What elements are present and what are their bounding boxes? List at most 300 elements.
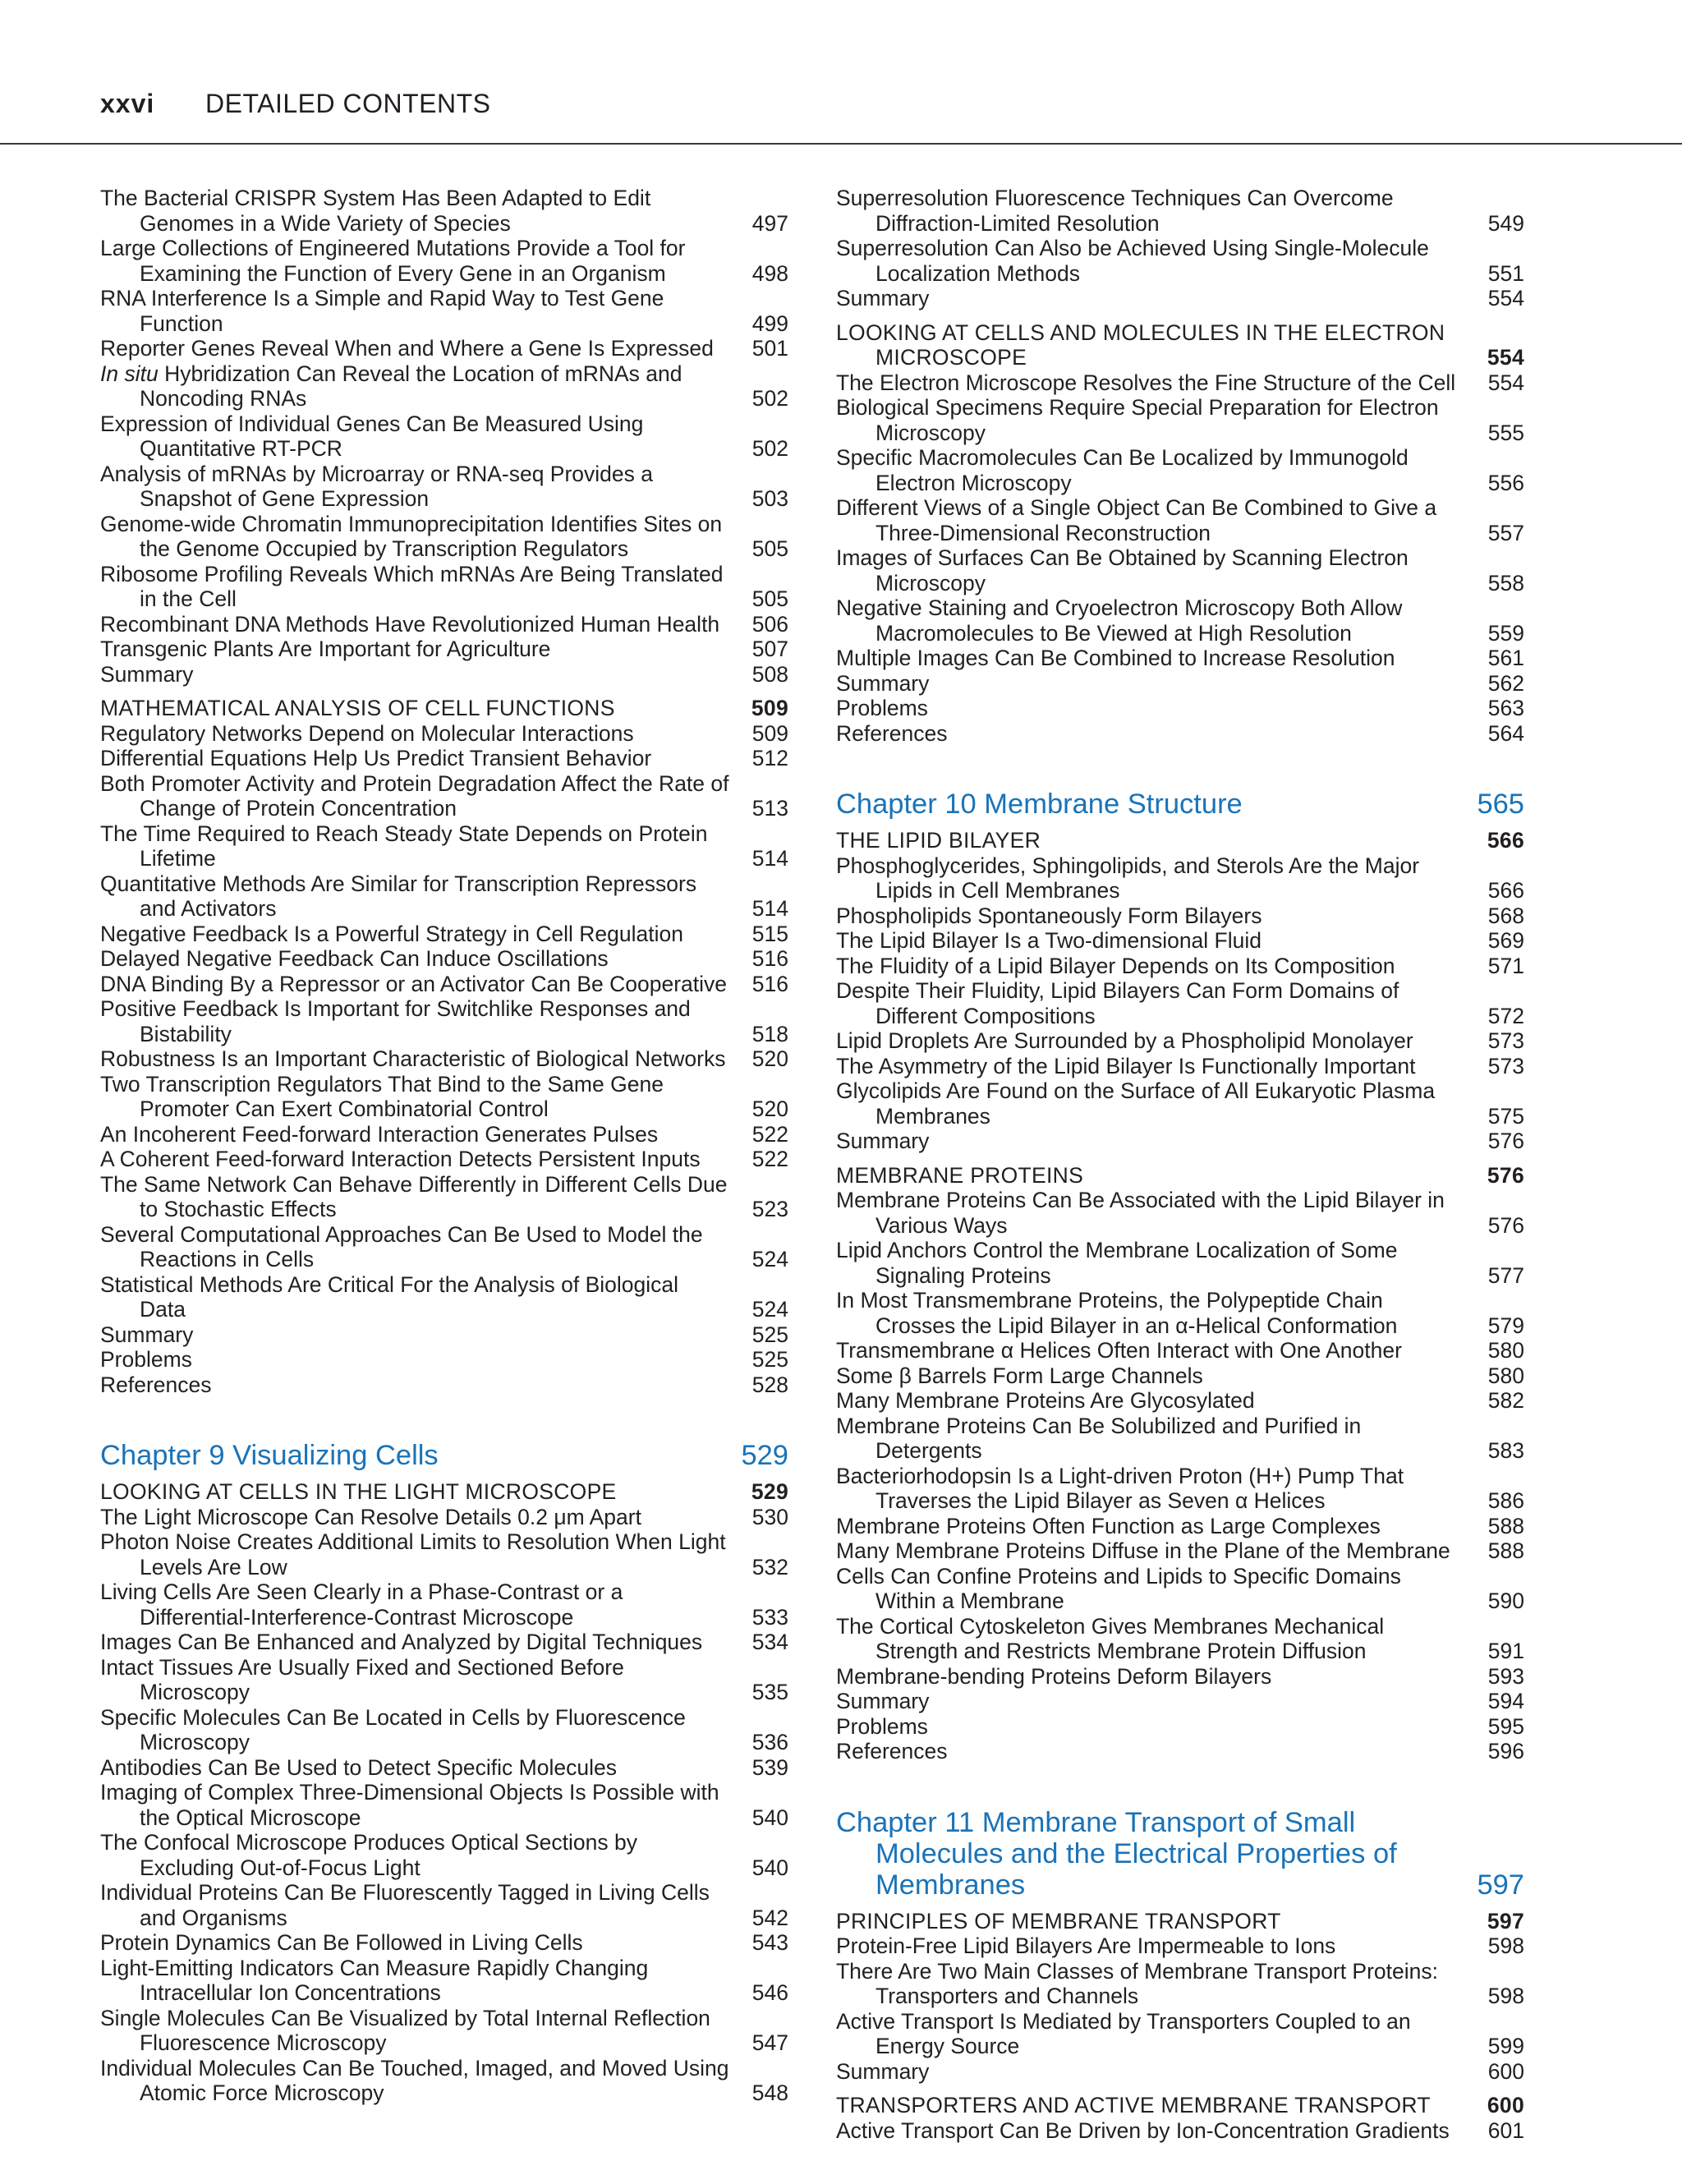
toc-page-number: 508 xyxy=(751,661,788,687)
toc-page-number: 546 xyxy=(751,1980,788,2005)
toc-page-number: 514 xyxy=(751,896,788,921)
toc-entry-title: Problems xyxy=(836,696,928,720)
toc-entry[interactable] xyxy=(836,1933,1524,1959)
toc-entry[interactable] xyxy=(836,696,1524,721)
toc-page-number: 596 xyxy=(1487,1739,1524,1763)
toc-page-number: 590 xyxy=(1487,1589,1524,1613)
toc-entry-title: Lipid Droplets Are Surrounded by a Phospholipid Monolayer xyxy=(836,1028,1413,1053)
toc-entry[interactable] xyxy=(836,1388,1524,1414)
toc-page-number: 554 xyxy=(1487,286,1524,310)
toc-entry[interactable] xyxy=(836,2009,1524,2059)
toc-chapter-heading[interactable] xyxy=(100,1440,788,1471)
running-head: DETAILED CONTENTS xyxy=(205,89,491,118)
toc-entry[interactable] xyxy=(100,721,788,747)
toc-entry[interactable] xyxy=(836,1238,1524,1288)
toc-page-number: 505 xyxy=(751,586,788,611)
toc-entry-title: Membrane Proteins Can Be Solubilized and Purified in Detergents xyxy=(836,1413,1362,1463)
toc-entry-title: The Same Network Can Behave Differently in Different Cells Due to Stochastic Effects xyxy=(100,1171,728,1221)
toc-entry-title: Many Membrane Proteins Are Glycosylated xyxy=(836,1388,1255,1413)
toc-entry[interactable] xyxy=(100,771,788,821)
toc-entry-title: Statistical Methods Are Critical For the Analysis of Biological Data xyxy=(100,1271,679,1322)
toc-entry[interactable] xyxy=(836,1538,1524,1564)
toc-entry[interactable] xyxy=(100,1046,788,1072)
toc-page-number: 563 xyxy=(1487,696,1524,720)
toc-entry-title xyxy=(100,361,729,412)
toc-page-number: 580 xyxy=(1487,1363,1524,1388)
toc-page-number: 502 xyxy=(751,436,788,461)
toc-entry[interactable] xyxy=(100,2056,788,2106)
toc-page-number: 524 xyxy=(751,1297,788,1322)
toc-entry[interactable] xyxy=(100,1272,788,1322)
toc-entry-title: Multiple Images Can Be Combined to Increase Resolution xyxy=(836,646,1395,670)
toc-page-number: 514 xyxy=(751,846,788,871)
toc-entry-title: Summary xyxy=(836,670,930,696)
toc-entry-title: Differential Equations Help Us Predict Transient Behavior xyxy=(100,746,652,770)
toc-page-number: 579 xyxy=(1487,1313,1524,1338)
toc-entry[interactable] xyxy=(100,236,788,286)
toc-page-number: 498 xyxy=(751,260,788,286)
toc-entry[interactable] xyxy=(100,746,788,771)
toc-entry-title: Protein Dynamics Can Be Followed in Living Cells xyxy=(100,1930,583,1955)
toc-entry-title: The Lipid Bilayer Is a Two-dimensional Fluid xyxy=(836,928,1262,953)
toc-entry[interactable] xyxy=(836,1714,1524,1740)
toc-page-number: 576 xyxy=(1487,1162,1524,1188)
toc-entry[interactable] xyxy=(100,412,788,462)
toc-entry[interactable] xyxy=(100,1122,788,1147)
toc-page-number: 532 xyxy=(751,1554,788,1579)
toc-entry[interactable] xyxy=(836,1664,1524,1690)
toc-entry-title: MATHEMATICAL ANALYSIS OF CELL FUNCTIONS xyxy=(100,696,615,720)
toc-entry[interactable] xyxy=(836,1078,1524,1129)
toc-entry[interactable] xyxy=(836,445,1524,495)
toc-entry-title: Reporter Genes Reveal When and Where a Gene Is Expressed xyxy=(100,336,714,361)
toc-entry[interactable] xyxy=(100,1780,788,1830)
toc-entry-title: Some β Barrels Form Large Channels xyxy=(836,1363,1203,1388)
toc-entry-title: Active Transport Is Mediated by Transporters Coupled to an Energy Source xyxy=(836,2008,1411,2058)
toc-entry-title: In Most Transmembrane Proteins, the Polypeptide Chain Crosses the Lipid Bilayer in an α-Helical Conformation xyxy=(836,1288,1398,1338)
toc-entry-title: Different Views of a Single Object Can Be Combined to Give a Three-Dimensional Reconstruction xyxy=(836,495,1437,545)
toc-entry-title: Delayed Negative Feedback Can Induce Oscillations xyxy=(100,946,609,971)
toc-entry-title: The Bacterial CRISPR System Has Been Adapted to Edit Genomes in a Wide Variety of Species xyxy=(100,186,651,236)
toc-entry[interactable] xyxy=(836,1689,1524,1714)
toc-entry-title: Summary xyxy=(836,2058,930,2084)
toc-entry[interactable] xyxy=(100,286,788,336)
toc-page-number: 524 xyxy=(751,1247,788,1271)
toc-page-number: 497 xyxy=(751,210,788,236)
toc-page-number: 558 xyxy=(1487,570,1524,595)
toc-entry-title: An Incoherent Feed-forward Interaction Generates Pulses xyxy=(100,1121,659,1147)
toc-entry-title: The Confocal Microscope Produces Optical Sections by Excluding Out-of-Focus Light xyxy=(100,1830,637,1880)
toc-entry-title: Regulatory Networks Depend on Molecular Interactions xyxy=(100,720,634,746)
toc-page-number: 503 xyxy=(751,486,788,511)
toc-entry[interactable] xyxy=(100,1655,788,1705)
toc-entry-title: Active Transport Can Be Driven by Ion-Concentration Gradients xyxy=(836,2117,1450,2143)
toc-page-number: 562 xyxy=(1487,670,1524,696)
toc-page-number: 539 xyxy=(751,1754,788,1780)
toc-page-number: 588 xyxy=(1487,1513,1524,1538)
toc-entry[interactable] xyxy=(836,903,1524,929)
toc-page-number: 572 xyxy=(1487,1003,1524,1028)
toc-page-number: 598 xyxy=(1487,1933,1524,1958)
toc-entry[interactable] xyxy=(836,1414,1524,1464)
toc-entry[interactable] xyxy=(836,1959,1524,2009)
toc-page-number: 569 xyxy=(1487,928,1524,953)
toc-chapter-heading[interactable] xyxy=(836,1807,1524,1901)
toc-entry[interactable] xyxy=(836,2118,1524,2144)
toc-page-number: 509 xyxy=(751,696,788,720)
toc-entry-title: Analysis of mRNAs by Microarray or RNA-seq Provides a Snapshot of Gene Expression xyxy=(100,461,653,511)
toc-section-heading[interactable] xyxy=(836,828,1524,853)
toc-column-right xyxy=(836,186,1524,2143)
toc-page-number: 529 xyxy=(751,1479,788,1504)
toc-entry[interactable] xyxy=(836,395,1524,445)
toc-entry-title: Light-Emitting Indicators Can Measure Rapidly Changing Intracellular Ion Concentrations xyxy=(100,1955,649,2005)
toc-page-number: 501 xyxy=(751,336,788,361)
toc-page-number: 523 xyxy=(751,1197,788,1221)
toc-entry-title: MEMBRANE PROTEINS xyxy=(836,1162,1084,1188)
toc-entry-title: Genome-wide Chromatin Immunoprecipitation Identifies Sites on the Genome Occupied by Transcription Regulators xyxy=(100,511,723,561)
toc-section-heading[interactable] xyxy=(100,696,788,721)
toc-page-number: 577 xyxy=(1487,1262,1524,1288)
toc-entry-title: DNA Binding By a Repressor or an Activator Can Be Cooperative xyxy=(100,971,728,996)
toc-entry-title: Phosphoglycerides, Sphingolipids, and Sterols Are the Major Lipids in Cell Membranes xyxy=(836,853,1420,903)
toc-page-number: 571 xyxy=(1487,953,1524,978)
toc-page-number: 543 xyxy=(751,1930,788,1955)
toc-page-number: 591 xyxy=(1487,1639,1524,1663)
toc-entry[interactable] xyxy=(100,1705,788,1755)
toc-entry-title: Superresolution Can Also be Achieved Using Single-Molecule Localization Methods xyxy=(836,236,1429,286)
toc-entry-title: The Fluidity of a Lipid Bilayer Depends on Its Composition xyxy=(836,953,1395,978)
toc-entry-title: Summary xyxy=(100,1322,194,1347)
toc-entry-title: References xyxy=(100,1372,212,1397)
toc-entry[interactable] xyxy=(836,545,1524,595)
toc-entry-title: Two Transcription Regulators That Bind to the Same Gene Promoter Can Exert Combinatorial Control xyxy=(100,1071,664,1121)
toc-entry-title: Recombinant DNA Methods Have Revolutionized Human Health xyxy=(100,611,720,637)
toc-entry-title: Summary xyxy=(100,661,194,687)
toc-entry-title: Several Computational Approaches Can Be Used to Model the Reactions in Cells xyxy=(100,1221,703,1271)
page-number: xxvi xyxy=(100,89,155,118)
toc-entry-title: Membrane Proteins Often Function as Large Complexes xyxy=(836,1513,1381,1538)
toc-page-number: 566 xyxy=(1487,878,1524,903)
toc-page-number: 586 xyxy=(1487,1488,1524,1513)
toc-entry[interactable] xyxy=(100,1347,788,1372)
toc-page-number: 512 xyxy=(751,746,788,770)
toc-entry-title: Despite Their Fluidity, Lipid Bilayers Can Form Domains of Different Compositions xyxy=(836,978,1399,1028)
toc-page-number: 515 xyxy=(751,921,788,946)
toc-entry-title: Images of Surfaces Can Be Obtained by Scanning Electron Microscopy xyxy=(836,545,1409,595)
toc-page-number: 506 xyxy=(751,611,788,637)
toc-entry[interactable] xyxy=(836,1739,1524,1764)
toc-page-number: 576 xyxy=(1487,1129,1524,1153)
toc-page-number: 582 xyxy=(1487,1388,1524,1413)
toc-entry-title: Individual Proteins Can Be Fluorescently Tagged in Living Cells and Organisms xyxy=(100,1880,710,1930)
toc-entry-title: Summary xyxy=(836,1129,930,1153)
toc-entry[interactable] xyxy=(100,1830,788,1880)
toc-page-number: 518 xyxy=(751,1021,788,1046)
toc-page-number: 540 xyxy=(751,1805,788,1830)
toc-entry[interactable] xyxy=(100,1930,788,1956)
page-header xyxy=(0,0,1682,145)
toc-entry-title: Membrane Proteins Can Be Associated with the Lipid Bilayer in Various Ways xyxy=(836,1188,1445,1238)
toc-entry-title: Ribosome Profiling Reveals Which mRNAs Are Being Translated in the Cell xyxy=(100,561,724,611)
toc-page-number: 502 xyxy=(751,386,788,411)
toc-entry[interactable] xyxy=(836,978,1524,1028)
toc-entry[interactable] xyxy=(100,512,788,562)
toc-entry[interactable] xyxy=(836,1464,1524,1514)
toc-entry-title: Cells Can Confine Proteins and Lipids to Specific Domains Within a Membrane xyxy=(836,1563,1401,1613)
toc-entry[interactable] xyxy=(836,721,1524,747)
toc-page-number: 564 xyxy=(1487,720,1524,746)
toc-entry-title: References xyxy=(836,1739,948,1763)
toc-section-heading[interactable] xyxy=(836,2093,1524,2118)
toc-entry[interactable] xyxy=(836,1338,1524,1363)
toc-entry[interactable] xyxy=(100,186,788,236)
toc-page-number: 594 xyxy=(1487,1689,1524,1713)
toc-section-heading[interactable] xyxy=(100,1479,788,1505)
toc-entry[interactable] xyxy=(100,612,788,637)
toc-entry-title: TRANSPORTERS AND ACTIVE MEMBRANE TRANSPORT xyxy=(836,2093,1431,2117)
toc-entry-title: Chapter 11 Membrane Transport of Small Molecules and the Electrical Properties of Membranes xyxy=(836,1806,1397,1901)
toc-page-number: 554 xyxy=(1487,345,1524,370)
toc-page-number: 593 xyxy=(1487,1663,1524,1689)
toc-entry[interactable] xyxy=(100,361,788,412)
toc-entry-title: RNA Interference Is a Simple and Rapid Way to Test Gene Function xyxy=(100,286,664,336)
toc-entry[interactable] xyxy=(100,1072,788,1122)
toc-entry[interactable] xyxy=(836,1188,1524,1238)
toc-entry[interactable] xyxy=(100,1630,788,1655)
toc-entry[interactable] xyxy=(836,671,1524,697)
toc-entry-title: Positive Feedback Is Important for Switchlike Responses and Bistability xyxy=(100,996,691,1046)
toc-entry-title: References xyxy=(836,720,948,746)
toc-entry[interactable] xyxy=(836,495,1524,545)
toc-entry-title: Both Promoter Activity and Protein Degradation Affect the Rate of Change of Protein Concentration xyxy=(100,770,729,821)
toc-entry[interactable] xyxy=(836,1129,1524,1154)
toc-entry-title: Transmembrane α Helices Often Interact with One Another xyxy=(836,1338,1402,1363)
toc-page-number: 513 xyxy=(751,796,788,821)
toc-entry[interactable] xyxy=(836,1028,1524,1054)
toc-entry-title: The Electron Microscope Resolves the Fine Structure of the Cell xyxy=(836,370,1456,395)
toc-entry[interactable] xyxy=(836,186,1524,236)
toc-page-number: 520 xyxy=(751,1097,788,1121)
toc-entry[interactable] xyxy=(836,1054,1524,1079)
toc-entry-title: Specific Macromolecules Can Be Localized by Immunogold Electron Microscopy xyxy=(836,445,1409,495)
toc-entry-title: Membrane-bending Proteins Deform Bilayers xyxy=(836,1663,1272,1689)
toc-entry-title: Lipid Anchors Control the Membrane Localization of Some Signaling Proteins xyxy=(836,1238,1398,1288)
toc-chapter-heading[interactable] xyxy=(836,789,1524,820)
toc-page-number: 535 xyxy=(751,1680,788,1704)
toc-entry[interactable] xyxy=(100,662,788,687)
toc-page-number: 507 xyxy=(751,637,788,661)
toc-section-heading[interactable] xyxy=(836,1909,1524,1934)
toc-entry-title: Problems xyxy=(836,1713,928,1739)
toc-entry-title: Large Collections of Engineered Mutations Provide a Tool for Examining the Function of Every Gene in an Organism xyxy=(100,236,686,286)
toc-page-number: 583 xyxy=(1487,1438,1524,1463)
toc-page-number: 549 xyxy=(1487,210,1524,236)
toc-entry-title: Protein-Free Lipid Bilayers Are Impermeable to Ions xyxy=(836,1933,1336,1958)
toc-page-number: 588 xyxy=(1487,1538,1524,1563)
toc-page-number: 530 xyxy=(751,1504,788,1529)
toc-entry[interactable] xyxy=(100,946,788,972)
toc-entry-title: Bacteriorhodopsin Is a Light-driven Proton (H+) Pump That Traverses the Lipid Bilayer as Seven α Helices xyxy=(836,1463,1404,1513)
toc-page-number: 600 xyxy=(1487,2058,1524,2084)
toc-entry-title: There Are Two Main Classes of Membrane Transport Proteins: Transporters and Channels xyxy=(836,1958,1438,2008)
toc-page-number: 557 xyxy=(1487,520,1524,545)
toc-entry[interactable] xyxy=(836,236,1524,286)
toc-entry-title: A Coherent Feed-forward Interaction Detects Persistent Inputs xyxy=(100,1147,701,1171)
toc-entry[interactable] xyxy=(836,1288,1524,1338)
toc-entry-title: Robustness Is an Important Characteristic of Biological Networks xyxy=(100,1046,726,1071)
toc-entry[interactable] xyxy=(836,1514,1524,1539)
toc-entry-title: Intact Tissues Are Usually Fixed and Sectioned Before Microscopy xyxy=(100,1654,624,1704)
toc-page-number: 536 xyxy=(751,1730,788,1754)
toc-entry[interactable] xyxy=(100,2006,788,2056)
toc-page-number: 520 xyxy=(751,1046,788,1071)
toc-entry-title: Chapter 9 Visualizing Cells xyxy=(100,1440,439,1471)
toc-entry-title: LOOKING AT CELLS IN THE LIGHT MICROSCOPE xyxy=(100,1479,617,1504)
toc-page-number: 595 xyxy=(1487,1713,1524,1739)
toc-page-number: 554 xyxy=(1487,370,1524,395)
toc-entry-title: Phospholipids Spontaneously Form Bilayers xyxy=(836,903,1262,928)
toc-entry[interactable] xyxy=(100,821,788,871)
toc-page-number: 600 xyxy=(1487,2093,1524,2117)
toc-page-number: 505 xyxy=(751,536,788,561)
toc-entry-title: LOOKING AT CELLS AND MOLECULES IN THE ELECTRON MICROSCOPE xyxy=(836,320,1445,370)
toc-page-number: 576 xyxy=(1487,1212,1524,1238)
toc-entry[interactable] xyxy=(836,853,1524,903)
toc-page-number: 509 xyxy=(751,720,788,746)
toc-page-number: 499 xyxy=(751,310,788,336)
toc-entry[interactable] xyxy=(100,1172,788,1222)
toc-entry-title: Quantitative Methods Are Similar for Transcription Repressors and Activators xyxy=(100,871,697,921)
toc-entry[interactable] xyxy=(100,871,788,922)
toc-entry-title: Summary xyxy=(836,286,930,310)
toc-entry-title: Imaging of Complex Three-Dimensional Objects Is Possible with the Optical Microscope xyxy=(100,1780,719,1830)
toc-entry-title: Summary xyxy=(836,1689,930,1713)
toc-entry[interactable] xyxy=(100,972,788,997)
toc-page-number: 575 xyxy=(1487,1103,1524,1129)
toc-entry-title: Chapter 10 Membrane Structure xyxy=(836,789,1243,820)
toc-page-number: 573 xyxy=(1487,1053,1524,1078)
toc-entry-title: Specific Molecules Can Be Located in Cells by Fluorescence Microscopy xyxy=(100,1704,686,1754)
toc-entry-title: Transgenic Plants Are Important for Agriculture xyxy=(100,637,551,661)
toc-entry[interactable] xyxy=(100,996,788,1046)
toc-entry-title: Images Can Be Enhanced and Analyzed by Digital Techniques xyxy=(100,1630,703,1654)
toc-page-number: 542 xyxy=(751,1905,788,1930)
toc-page-number: 561 xyxy=(1487,646,1524,670)
toc-entry[interactable] xyxy=(100,1322,788,1348)
toc-entry-title: Antibodies Can Be Used to Detect Specific Molecules xyxy=(100,1754,617,1780)
toc-entry-title: Biological Specimens Require Special Preparation for Electron Microscopy xyxy=(836,395,1439,445)
toc-entry[interactable] xyxy=(100,562,788,612)
toc-column-left xyxy=(100,186,788,2106)
toc-page-number: 601 xyxy=(1487,2117,1524,2143)
toc-entry-title: Single Molecules Can Be Visualized by Total Internal Reflection Fluorescence Microscopy xyxy=(100,2005,710,2055)
toc-entry-title: Problems xyxy=(100,1347,192,1372)
toc-page-number: 534 xyxy=(751,1630,788,1654)
toc-entry[interactable] xyxy=(100,1505,788,1530)
toc-entry[interactable] xyxy=(100,1755,788,1781)
toc-entry[interactable] xyxy=(100,1956,788,2006)
toc-page-number: 599 xyxy=(1487,2034,1524,2058)
toc-page-number: 598 xyxy=(1487,1984,1524,2008)
toc-page-number: 551 xyxy=(1487,260,1524,286)
toc-entry[interactable] xyxy=(100,1372,788,1398)
toc-entry[interactable] xyxy=(100,1579,788,1630)
toc-entry[interactable] xyxy=(100,462,788,512)
toc-entry-title: Photon Noise Creates Additional Limits to Resolution When Light Levels Are Low xyxy=(100,1529,726,1579)
toc-page-number: 525 xyxy=(751,1322,788,1347)
toc-entry-title: The Cortical Cytoskeleton Gives Membranes Mechanical Strength and Restricts Membrane Protein Diffusion xyxy=(836,1613,1385,1663)
toc-page-number: 548 xyxy=(751,2081,788,2105)
toc-section-heading[interactable] xyxy=(836,320,1524,370)
toc-page-number: 566 xyxy=(1487,828,1524,853)
toc-entry-title: Expression of Individual Genes Can Be Measured Using Quantitative RT-PCR xyxy=(100,411,644,461)
toc-entry-title: Superresolution Fluorescence Techniques Can Overcome Diffraction-Limited Resolution xyxy=(836,186,1394,236)
toc-entry[interactable] xyxy=(836,1363,1524,1389)
toc-entry[interactable] xyxy=(836,646,1524,671)
toc-entry[interactable] xyxy=(100,637,788,662)
toc-entry[interactable] xyxy=(100,1529,788,1579)
toc-entry[interactable] xyxy=(836,370,1524,396)
toc-entry-title: Negative Staining and Cryoelectron Microscopy Both Allow Macromolecules to Be Viewed at High Resolution xyxy=(836,595,1403,646)
toc-entry-title: Glycolipids Are Found on the Surface of All Eukaryotic Plasma Membranes xyxy=(836,1078,1436,1129)
toc-page-number: 522 xyxy=(751,1147,788,1171)
toc-page-number: 597 xyxy=(1487,1908,1524,1933)
toc-entry[interactable] xyxy=(100,1880,788,1930)
toc-entry[interactable] xyxy=(836,928,1524,954)
toc-entry[interactable] xyxy=(836,2059,1524,2085)
toc-entry[interactable] xyxy=(836,595,1524,646)
toc-page-number: 525 xyxy=(751,1347,788,1372)
toc-entry[interactable] xyxy=(100,1222,788,1272)
toc-page-number: 528 xyxy=(751,1372,788,1397)
toc-entry[interactable] xyxy=(100,922,788,947)
toc-entry[interactable] xyxy=(836,1564,1524,1614)
toc-entry[interactable] xyxy=(100,1147,788,1172)
toc-page-number: 555 xyxy=(1487,420,1524,445)
toc-page-number: 533 xyxy=(751,1604,788,1630)
toc-page-number: 568 xyxy=(1487,903,1524,928)
toc-entry[interactable] xyxy=(836,954,1524,979)
toc-page-number: 540 xyxy=(751,1855,788,1880)
toc-entry-title: The Light Microscope Can Resolve Details 0.2 μm Apart xyxy=(100,1504,641,1529)
toc-entry-title: Living Cells Are Seen Clearly in a Phase-Contrast or a Differential-Interference-Contrast Microscope xyxy=(100,1579,623,1630)
toc-entry-title: Many Membrane Proteins Diffuse in the Plane of the Membrane xyxy=(836,1538,1450,1563)
toc-page-number: 547 xyxy=(751,2030,788,2055)
toc-entry[interactable] xyxy=(836,1614,1524,1664)
toc-entry[interactable] xyxy=(836,286,1524,311)
toc-page-number: 522 xyxy=(751,1121,788,1147)
toc-page-number: 516 xyxy=(751,971,788,996)
toc-entry-title: Individual Molecules Can Be Touched, Imaged, and Moved Using Atomic Force Microscopy xyxy=(100,2055,729,2105)
toc-page-number: 559 xyxy=(1487,620,1524,646)
toc-entry-title: The Time Required to Reach Steady State Depends on Protein Lifetime xyxy=(100,821,708,871)
toc-page-number: 529 xyxy=(741,1440,788,1471)
toc-page-number: 516 xyxy=(751,946,788,971)
toc-page-number: 573 xyxy=(1487,1028,1524,1053)
toc-entry-italic-prefix: In situ xyxy=(100,361,159,386)
toc-page-number: 556 xyxy=(1487,470,1524,495)
toc-entry-title-rest: Hybridization Can Reveal the Location of mRNAs and Noncoding RNAs xyxy=(140,361,682,411)
toc-section-heading[interactable] xyxy=(836,1163,1524,1189)
toc-page-number: 565 xyxy=(1477,789,1524,820)
toc-entry[interactable] xyxy=(100,336,788,361)
toc-page-number: 580 xyxy=(1487,1338,1524,1363)
toc-entry-title: The Asymmetry of the Lipid Bilayer Is Functionally Important xyxy=(836,1053,1416,1078)
toc-entry-title: THE LIPID BILAYER xyxy=(836,828,1041,853)
toc-entry-title: PRINCIPLES OF MEMBRANE TRANSPORT xyxy=(836,1908,1281,1933)
toc-entry-title: Negative Feedback Is a Powerful Strategy in Cell Regulation xyxy=(100,921,683,946)
